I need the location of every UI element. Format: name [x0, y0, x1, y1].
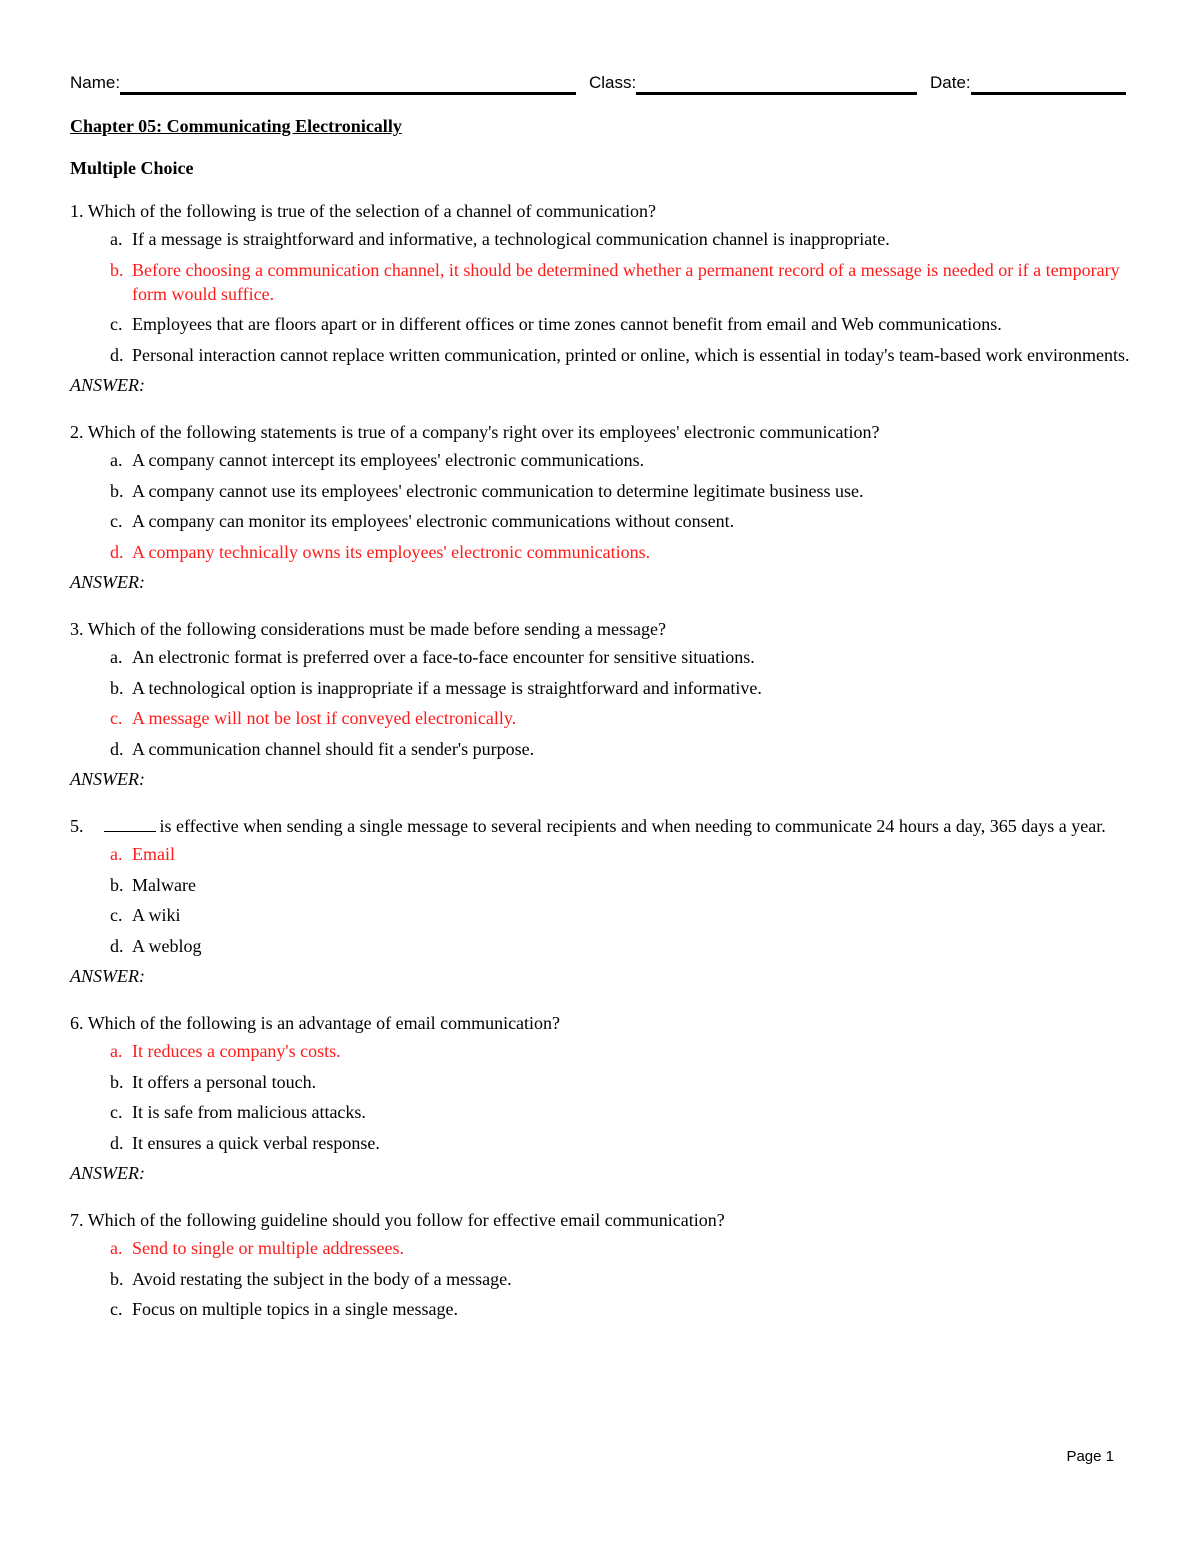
option-letter: c. [110, 708, 123, 728]
question-stem [70, 1011, 1130, 1035]
option [70, 343, 1130, 367]
option-text: An electronic format is preferred over a face-to-face encounter for sensitive situations. [132, 647, 755, 667]
option-letter: c. [110, 1102, 123, 1122]
question-text: is effective when sending a single message to several recipients and when needing to communicate 24 hours a day, 365 days a year. [159, 816, 1106, 836]
option-letter: d. [110, 935, 124, 956]
option-text: A company can monitor its employees' electronic communications without consent. [132, 511, 735, 531]
name-field [70, 70, 576, 95]
question-text: Which of the following considerations must be made before sending a message? [87, 619, 667, 639]
question-stem [70, 617, 1130, 641]
answer-label: ANSWER: [70, 1163, 145, 1183]
option-letter: c. [110, 314, 123, 334]
option-highlighted [70, 842, 1130, 866]
option-text: It ensures a quick verbal response. [132, 1132, 380, 1153]
option-text: Employees that are floors apart or in different offices or time zones cannot benefit from email and Web communications. [132, 314, 1002, 334]
option-letter: a. [110, 1041, 123, 1061]
answer-label: ANSWER: [70, 375, 145, 395]
option-letter: b. [110, 874, 124, 895]
option [70, 903, 1130, 927]
date-blank-line [971, 70, 1126, 95]
date-label: Date: [930, 73, 971, 92]
option-letter: a. [110, 647, 123, 667]
option-text: Email [132, 844, 175, 864]
option [70, 676, 1130, 700]
question-number: 5. [70, 816, 84, 836]
option-highlighted [70, 540, 1130, 564]
option-letter: c. [110, 905, 123, 925]
question-text: Which of the following statements is true of a company's right over its employees' electronic communication? [87, 422, 880, 442]
option-text: It offers a personal touch. [132, 1071, 317, 1092]
class-label: Class: [589, 73, 637, 92]
option [70, 737, 1130, 761]
section-title: Multiple Choice [70, 158, 194, 178]
class-field [589, 70, 917, 95]
option-highlighted [70, 706, 1130, 730]
option-letter: c. [110, 1299, 123, 1319]
question-list [70, 199, 1130, 1321]
option-text: A weblog [132, 935, 202, 956]
option-letter: d. [110, 344, 124, 365]
question-number: 7. [70, 1210, 84, 1230]
option-letter: d. [110, 541, 124, 562]
student-info-header [70, 70, 1130, 96]
option [70, 1131, 1130, 1155]
option-letter: b. [110, 480, 124, 501]
question-number: 1. [70, 201, 84, 221]
option-letter: b. [110, 677, 124, 698]
option-highlighted [70, 1039, 1130, 1063]
date-field [930, 70, 1126, 95]
document-body [70, 114, 1130, 1344]
question-number: 2. [70, 422, 84, 442]
option-letter: b. [110, 1268, 124, 1289]
option-letter: b. [110, 259, 124, 280]
option-text: A company technically owns its employees' electronic communications. [132, 541, 651, 562]
option-letter: d. [110, 738, 124, 759]
question-stem [70, 420, 1130, 444]
option [70, 312, 1130, 336]
question-block [70, 1011, 1130, 1185]
name-blank-line [120, 70, 576, 95]
option [70, 1297, 1130, 1321]
fill-in-blank-line [104, 815, 156, 832]
option-text: It is safe from malicious attacks. [132, 1102, 366, 1122]
option-text: Avoid restating the subject in the body of a message. [132, 1268, 512, 1289]
option-letter: a. [110, 844, 123, 864]
option-highlighted [70, 1236, 1130, 1260]
option-text: It reduces a company's costs. [132, 1041, 341, 1061]
option-letter: c. [110, 511, 123, 531]
page-number: Page 1 [1066, 1448, 1114, 1465]
option-text: Focus on multiple topics in a single message. [132, 1299, 458, 1319]
option [70, 873, 1130, 897]
question-text: Which of the following is an advantage of email communication? [87, 1013, 561, 1033]
question-text: Which of the following guideline should you follow for effective email communication? [87, 1210, 725, 1230]
option [70, 1070, 1130, 1094]
option [70, 1100, 1130, 1124]
option [70, 934, 1130, 958]
name-label: Name: [70, 73, 121, 92]
option-text: Before choosing a communication channel, it should be determined whether a permanent record of a message is needed or if a temporary form would suffice. [132, 259, 1120, 304]
option-text: A wiki [132, 905, 181, 925]
option-text: Send to single or multiple addressees. [132, 1238, 404, 1258]
question-text: Which of the following is true of the selection of a channel of communication? [87, 201, 657, 221]
question-block [70, 420, 1130, 594]
class-blank-line [636, 70, 917, 95]
chapter-title: Chapter 05: Communicating Electronically [70, 116, 402, 136]
question-block [70, 1208, 1130, 1321]
option-highlighted [70, 258, 1130, 306]
option-letter: a. [110, 450, 123, 470]
option-text: A message will not be lost if conveyed electronically. [132, 708, 517, 728]
question-block [70, 199, 1130, 397]
option-text: A technological option is inappropriate if a message is straightforward and informative. [132, 677, 762, 698]
question-number: 3. [70, 619, 84, 639]
question-number: 6. [70, 1013, 84, 1033]
option [70, 448, 1130, 472]
question-block [70, 814, 1130, 988]
option-text: A company cannot intercept its employees' electronic communications. [132, 450, 645, 470]
answer-label: ANSWER: [70, 769, 145, 789]
option [70, 227, 1130, 251]
option [70, 479, 1130, 503]
option-text: A company cannot use its employees' electronic communication to determine legitimate business use. [132, 480, 864, 501]
option-letter: a. [110, 1238, 123, 1258]
option-text: If a message is straightforward and informative, a technological communication channel is inappropriate. [132, 229, 890, 249]
question-stem [70, 1208, 1130, 1232]
option-text: Malware [132, 874, 196, 895]
option [70, 509, 1130, 533]
option-text: Personal interaction cannot replace written communication, printed or online, which is essential in today's team-based work environments. [132, 344, 1130, 365]
option-text: A communication channel should fit a sender's purpose. [132, 738, 535, 759]
option-letter: b. [110, 1071, 124, 1092]
question-stem [70, 814, 1130, 838]
option-letter: d. [110, 1132, 124, 1153]
option [70, 645, 1130, 669]
answer-label: ANSWER: [70, 572, 145, 592]
option-letter: a. [110, 229, 123, 249]
question-stem [70, 199, 1130, 223]
answer-label: ANSWER: [70, 966, 145, 986]
question-block [70, 617, 1130, 791]
option [70, 1267, 1130, 1291]
